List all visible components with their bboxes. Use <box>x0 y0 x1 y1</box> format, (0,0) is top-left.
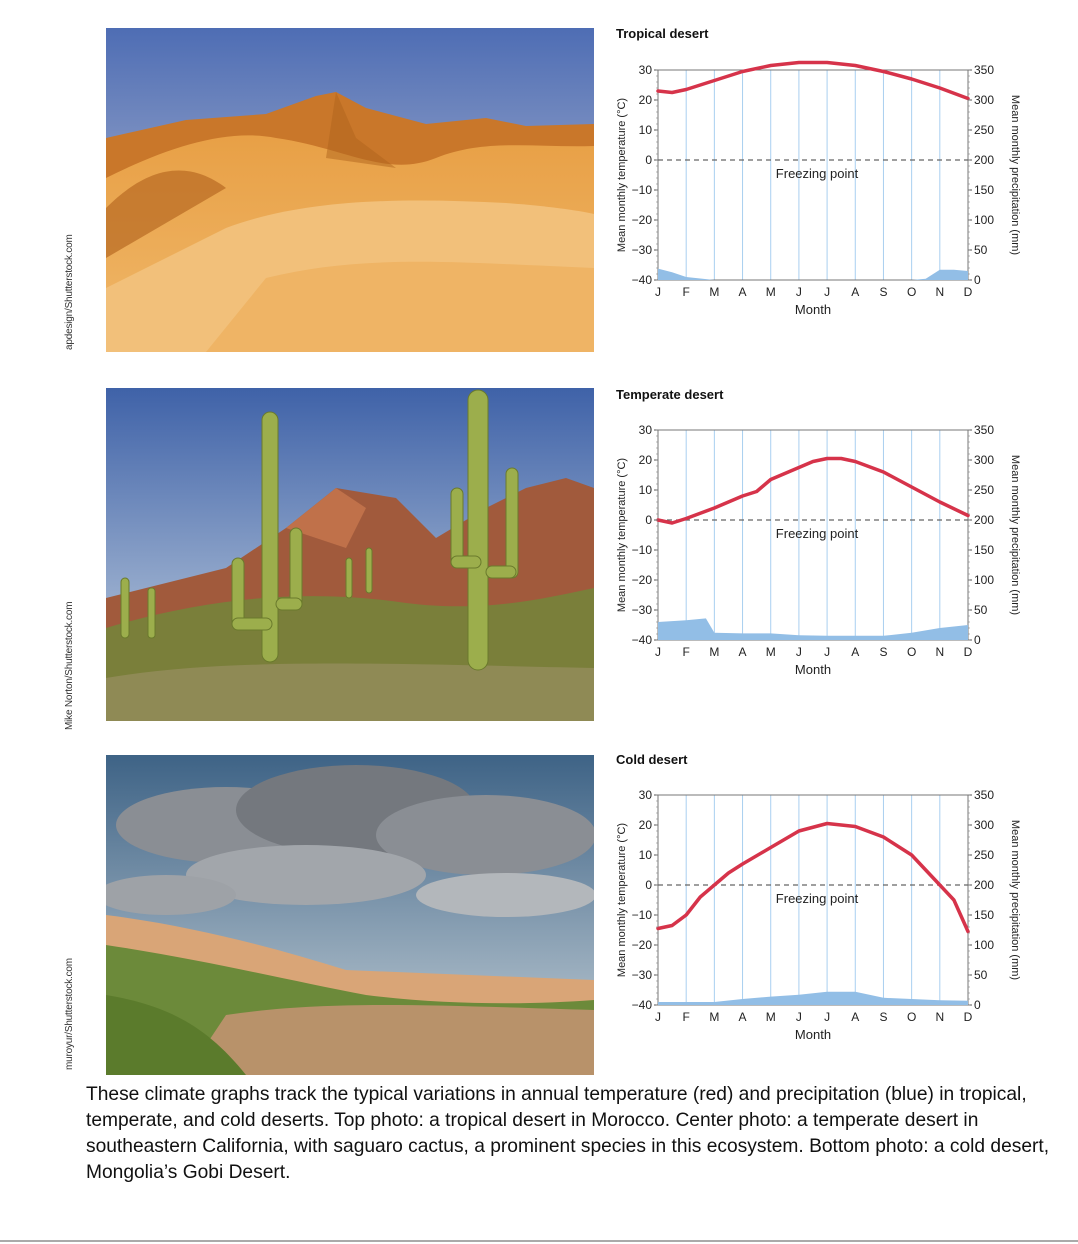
y2-tick-label: 300 <box>974 453 995 467</box>
y2-tick-label: 200 <box>974 878 995 892</box>
y-tick-label: −20 <box>631 213 652 227</box>
x-tick-label: J <box>795 1010 802 1024</box>
y2-tick-label: 50 <box>974 243 988 257</box>
x-tick-label: N <box>935 645 945 659</box>
x-axis-label: Month <box>794 662 832 677</box>
y-tick-label: 10 <box>638 123 652 137</box>
x-tick-label: M <box>765 1010 776 1024</box>
x-tick-label: J <box>795 285 802 299</box>
y-tick-label: −10 <box>631 543 652 557</box>
photo-tropical-desert <box>106 28 594 352</box>
x-tick-label: N <box>935 1010 945 1024</box>
y2-tick-label: 250 <box>974 483 995 497</box>
x-tick-label: J <box>824 285 831 299</box>
y-tick-label: 0 <box>645 153 652 167</box>
chart-title: Temperate desert <box>616 387 724 402</box>
precipitation-area <box>658 618 968 640</box>
x-tick-label: J <box>655 1010 661 1024</box>
y-tick-label: −20 <box>631 938 652 952</box>
x-tick-label: J <box>655 645 661 659</box>
x-tick-label: F <box>682 645 690 659</box>
temperature-line <box>658 824 968 932</box>
x-tick-label: A <box>738 285 747 299</box>
y-tick-label: 20 <box>638 453 652 467</box>
temperature-line <box>658 459 968 524</box>
y-tick-label: −20 <box>631 573 652 587</box>
y-tick-label: 0 <box>645 878 652 892</box>
y2-tick-label: 350 <box>974 788 995 802</box>
y2-tick-label: 0 <box>974 273 981 287</box>
y-tick-label: 10 <box>638 848 652 862</box>
y2-axis-label: Mean monthly precipitation (mm) <box>1009 819 1021 981</box>
y2-tick-label: 50 <box>974 603 988 617</box>
x-tick-label: D <box>963 645 973 659</box>
precipitation-area <box>658 992 968 1005</box>
x-tick-label: J <box>655 285 661 299</box>
y-tick-label: 20 <box>638 818 652 832</box>
y2-axis-label: Mean monthly precipitation (mm) <box>1009 94 1021 256</box>
y-tick-label: −10 <box>631 908 652 922</box>
y-axis-label: Mean monthly temperature (°C) <box>616 97 628 253</box>
photo-temperate-desert <box>106 388 594 721</box>
y-tick-label: −40 <box>631 998 652 1012</box>
x-tick-label: J <box>824 1010 831 1024</box>
y2-tick-label: 250 <box>974 848 995 862</box>
x-tick-label: A <box>738 645 747 659</box>
climate-chart-temperate <box>600 405 1040 715</box>
figure-caption: These climate graphs track the typical variations in annual temperature (red) and precipitation (blue) in tropical, temperate, and cold deserts. Top photo: a tropical desert in Morocco. Center photo: a temperate desert in southeastern California, with saguaro cactus, a prominent species in this ecosystem. Bottom photo: a cold desert, Mongolia’s Gobi Desert. <box>86 1084 1050 1183</box>
temperature-line <box>658 63 968 99</box>
y2-tick-label: 100 <box>974 573 995 587</box>
photo-credit: muroyur/Shutterstock.com <box>64 958 75 1070</box>
x-tick-label: A <box>738 1010 747 1024</box>
y-tick-label: 30 <box>638 788 652 802</box>
x-tick-label: M <box>765 285 776 299</box>
y2-axis-label: Mean monthly precipitation (mm) <box>1009 454 1021 616</box>
freezing-point-label: Freezing point <box>775 526 859 541</box>
climate-chart-tropical <box>600 45 1040 355</box>
y-tick-label: 30 <box>638 63 652 77</box>
y2-tick-label: 300 <box>974 818 995 832</box>
y2-tick-label: 150 <box>974 183 995 197</box>
x-tick-label: A <box>851 645 860 659</box>
x-tick-label: O <box>906 645 917 659</box>
x-tick-label: S <box>879 1010 888 1024</box>
precipitation-area <box>658 269 968 280</box>
y-tick-label: 20 <box>638 93 652 107</box>
freezing-point-label: Freezing point <box>775 891 859 906</box>
y-tick-label: 10 <box>638 483 652 497</box>
y2-tick-label: 250 <box>974 123 995 137</box>
y-tick-label: 0 <box>645 513 652 527</box>
x-tick-label: J <box>824 645 831 659</box>
x-axis-label: Month <box>794 302 832 317</box>
panel-tropical <box>0 0 1078 370</box>
y2-tick-label: 300 <box>974 93 995 107</box>
y-tick-label: −30 <box>631 968 652 982</box>
y2-tick-label: 200 <box>974 513 995 527</box>
y2-tick-label: 350 <box>974 63 995 77</box>
x-tick-label: O <box>906 285 917 299</box>
x-tick-label: N <box>935 285 945 299</box>
chart-svg <box>600 45 1040 355</box>
x-tick-label: A <box>851 1010 860 1024</box>
y2-tick-label: 350 <box>974 423 995 437</box>
x-tick-label: S <box>879 285 888 299</box>
y2-tick-label: 150 <box>974 908 995 922</box>
chart-svg <box>600 770 1040 1080</box>
y-tick-label: −40 <box>631 633 652 647</box>
x-tick-label: M <box>709 645 720 659</box>
x-axis-label: Month <box>794 1027 832 1042</box>
freezing-point-label: Freezing point <box>775 166 859 181</box>
y2-tick-label: 50 <box>974 968 988 982</box>
y-tick-label: −40 <box>631 273 652 287</box>
chart-title: Cold desert <box>616 752 688 767</box>
x-tick-label: A <box>851 285 860 299</box>
x-tick-label: F <box>682 1010 690 1024</box>
y2-tick-label: 100 <box>974 938 995 952</box>
y-axis-label: Mean monthly temperature (°C) <box>616 822 628 978</box>
x-tick-label: O <box>906 1010 917 1024</box>
panel-cold <box>0 725 1078 1095</box>
climate-chart-cold <box>600 770 1040 1080</box>
x-tick-label: S <box>879 645 888 659</box>
panel-temperate <box>0 360 1078 730</box>
divider <box>0 1240 1078 1242</box>
x-tick-label: M <box>709 285 720 299</box>
x-tick-label: M <box>765 645 776 659</box>
x-tick-label: J <box>795 645 802 659</box>
chart-title: Tropical desert <box>616 26 709 41</box>
y-tick-label: −10 <box>631 183 652 197</box>
x-tick-label: D <box>963 1010 973 1024</box>
y2-tick-label: 0 <box>974 998 981 1012</box>
x-tick-label: M <box>709 1010 720 1024</box>
y-tick-label: −30 <box>631 243 652 257</box>
photo-credit: Mike Norton/Shutterstock.com <box>64 601 75 730</box>
chart-svg <box>600 405 1040 715</box>
y2-tick-label: 0 <box>974 633 981 647</box>
y-tick-label: 30 <box>638 423 652 437</box>
y-axis-label: Mean monthly temperature (°C) <box>616 457 628 613</box>
y-tick-label: −30 <box>631 603 652 617</box>
y2-tick-label: 150 <box>974 543 995 557</box>
photo-credit: apdesign/Shutterstock.com <box>64 234 75 350</box>
photo-cold-desert <box>106 755 594 1075</box>
y2-tick-label: 100 <box>974 213 995 227</box>
x-tick-label: D <box>963 285 973 299</box>
y2-tick-label: 200 <box>974 153 995 167</box>
x-tick-label: F <box>682 285 690 299</box>
